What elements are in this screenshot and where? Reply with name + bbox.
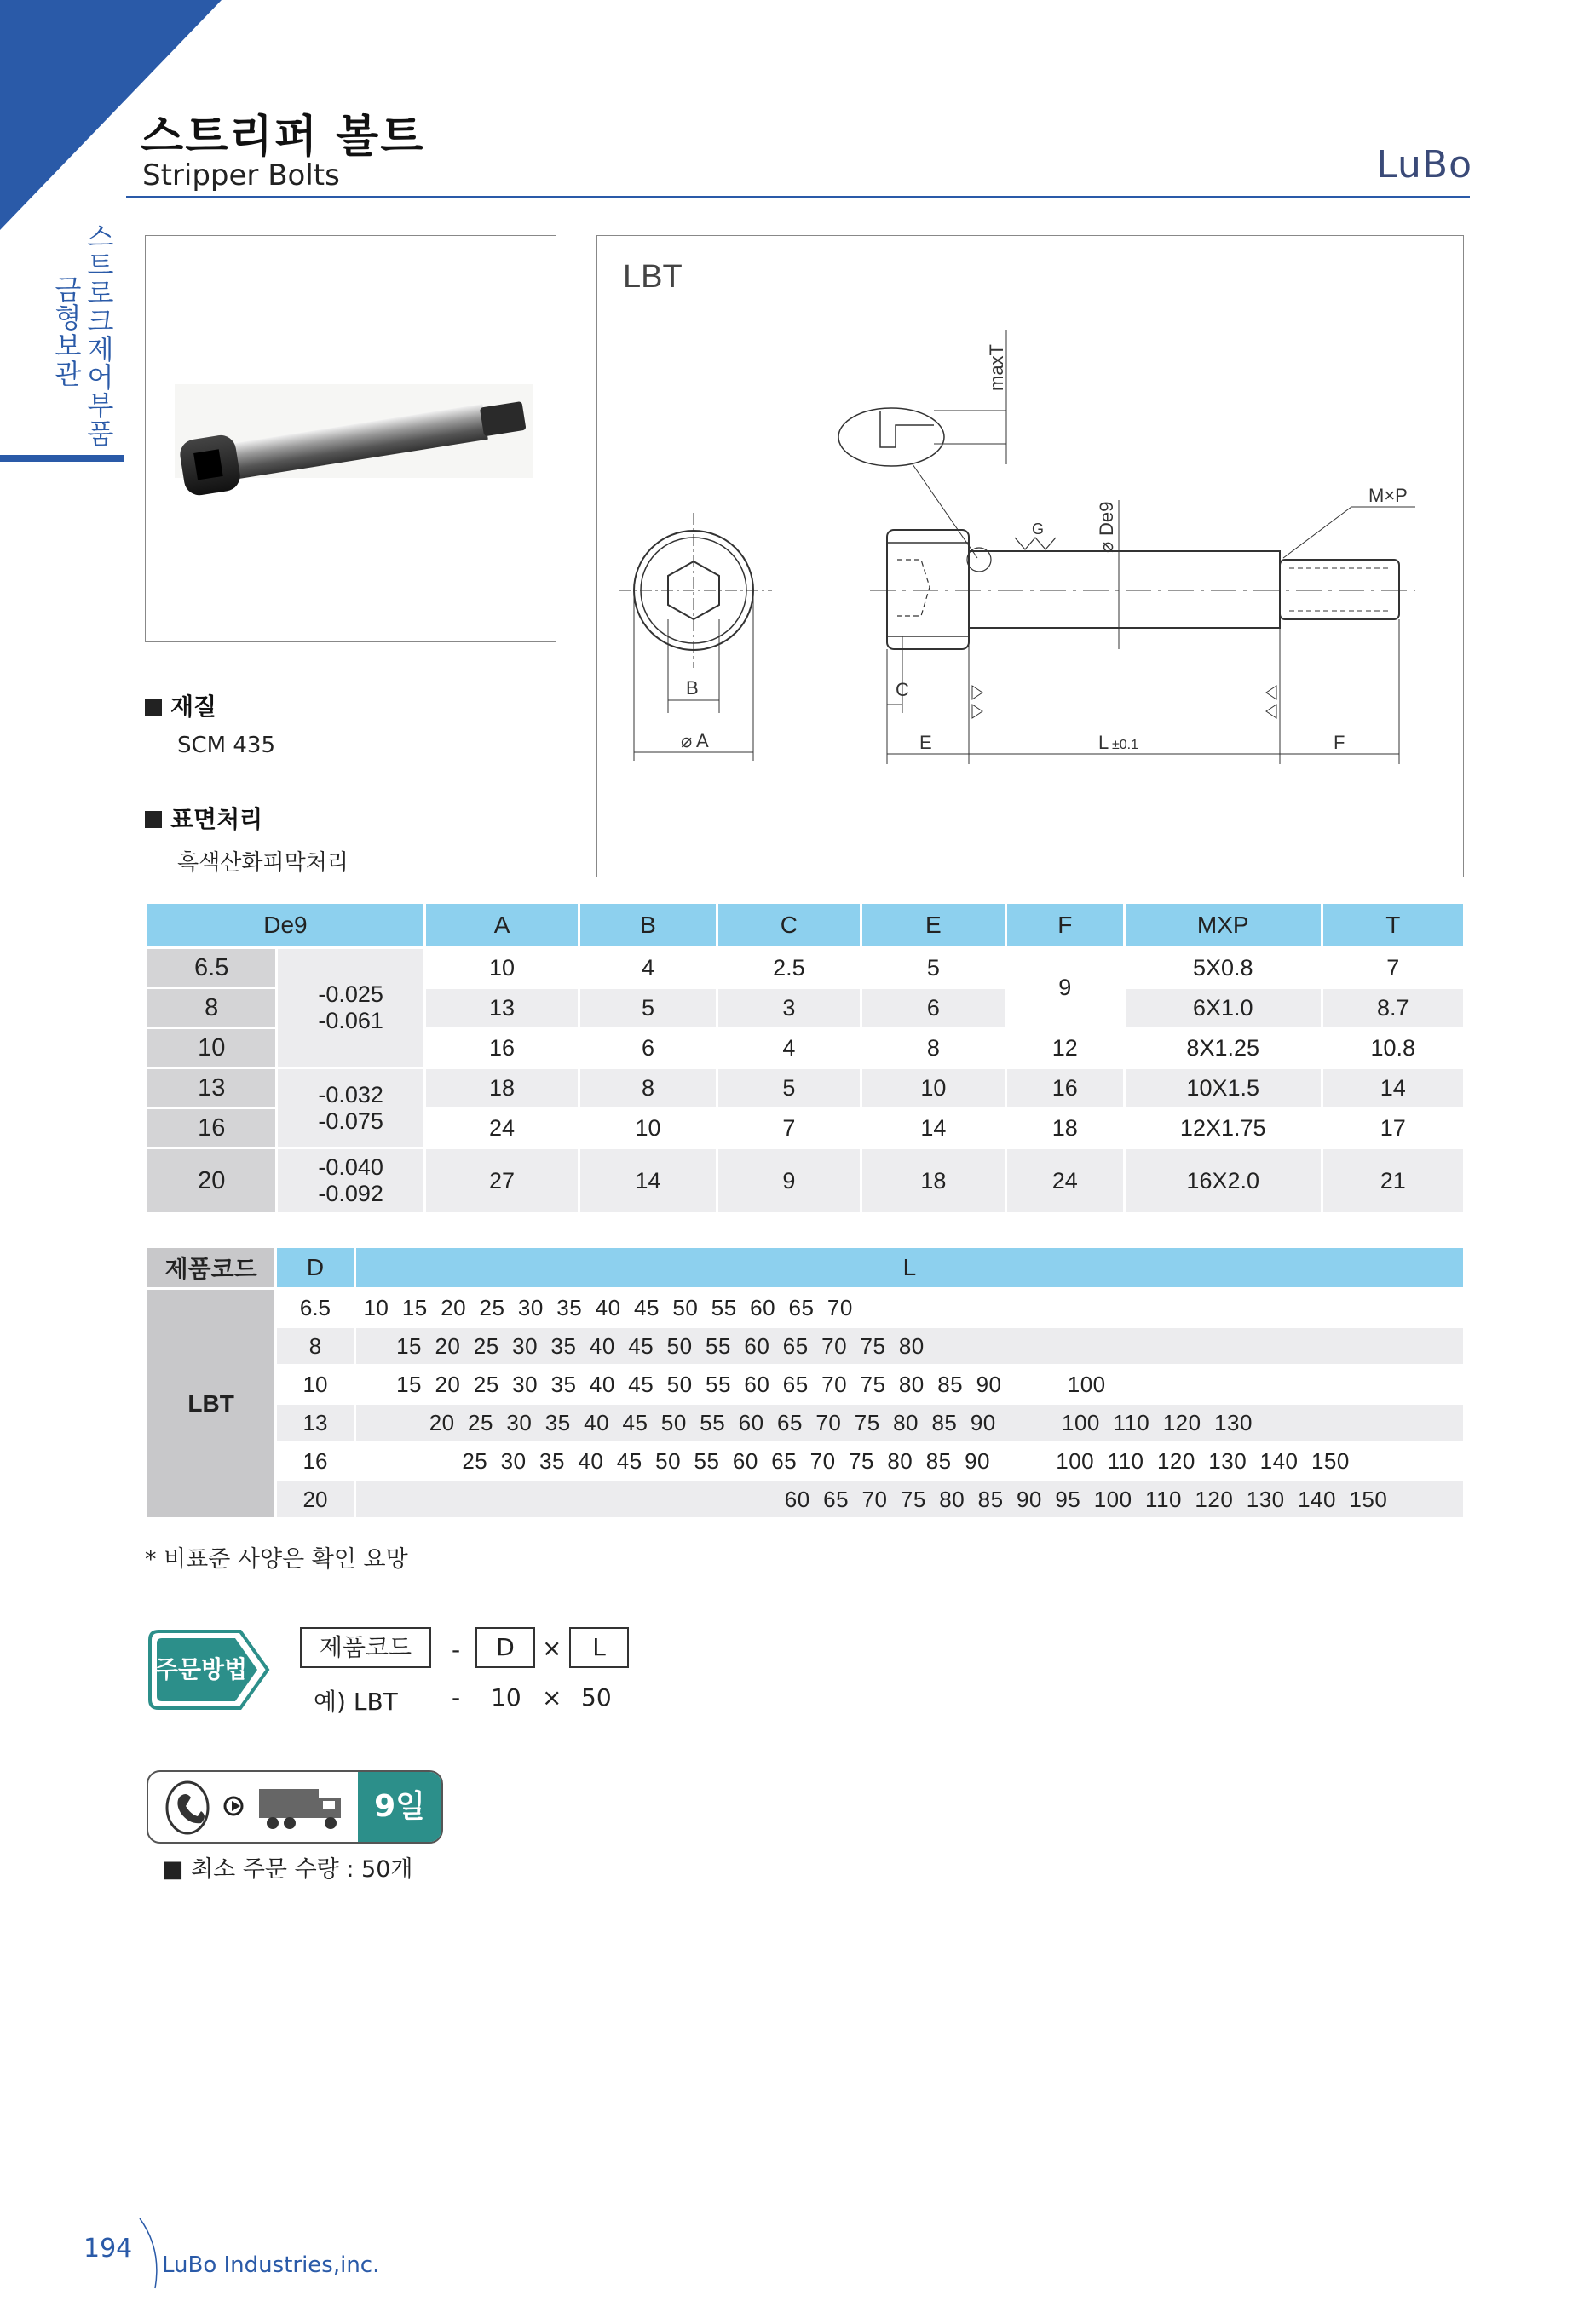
order-field-d: D	[475, 1627, 535, 1668]
order-example-times: ×	[542, 1683, 562, 1711]
table-row: 10 15 20 25 30 35 40 45 50 55 60 65 70 75 80 85 90 100	[302, 1371, 1106, 1397]
brand-logo: LuBo	[1376, 143, 1472, 187]
dim-label-b: B	[686, 677, 699, 699]
dim-label-g: G	[1032, 521, 1045, 538]
material-value: SCM 435	[177, 733, 275, 758]
table-row: 10 16 6 4 8 12 8X1.25 10.8	[147, 1029, 1463, 1067]
dim-label-l-tol: ±0.1	[1112, 738, 1139, 752]
spec-table	[145, 901, 1466, 1215]
order-example-d: 10	[491, 1683, 521, 1711]
order-sep-times: ×	[542, 1634, 562, 1662]
order-example-label: 예) LBT	[314, 1688, 398, 1716]
svg-text:⌀: ⌀	[681, 730, 693, 751]
table-row: 8 13 5 3 6 6X1.0 8.7	[147, 989, 1463, 1027]
table-row: LBT 6.5 10 15 20 25 30 35 40 45 50 55 60 65 70	[147, 1290, 1463, 1326]
svg-text:⌀: ⌀	[1096, 541, 1117, 553]
order-example-dash: -	[452, 1683, 461, 1711]
side-tab-bar	[0, 455, 124, 462]
spec-header-de9: De9	[147, 904, 423, 946]
length-header-d: D	[277, 1248, 354, 1287]
page-number: 194	[84, 2234, 133, 2264]
page-subtitle: Stripper Bolts	[142, 158, 340, 193]
product-code-cell: LBT	[147, 1290, 274, 1517]
tolerance-3: -0.040 -0.092	[278, 1149, 423, 1212]
spec-header-c: C	[718, 904, 860, 946]
phone-icon	[167, 1782, 208, 1833]
order-example-l: 50	[581, 1683, 612, 1711]
technical-drawing	[597, 236, 1462, 875]
page-title: 스트리퍼 볼트	[141, 112, 425, 163]
spec-header-a: A	[426, 904, 578, 946]
drawing-model-label: LBT	[623, 259, 683, 295]
order-method-badge	[147, 1623, 274, 1717]
tolerance-2: -0.032 -0.075	[278, 1069, 423, 1147]
delivery-days: 9일	[358, 1772, 441, 1842]
nonstandard-note: * 비표준 사양은 확인 요망	[145, 1546, 408, 1573]
product-photo	[146, 236, 555, 640]
footer-company: LuBo Industries,inc.	[162, 2252, 380, 2278]
dim-label-a: A	[696, 730, 709, 751]
length-table	[145, 1245, 1466, 1520]
truck-icon	[259, 1789, 341, 1829]
order-field-code: 제품코드	[300, 1627, 431, 1668]
table-row: 6.5 -0.025 -0.061 10 4 2.5 5 9 5X0.8 7	[147, 949, 1463, 987]
header-rule	[126, 196, 1470, 198]
order-sep-dash: -	[452, 1636, 461, 1664]
surface-heading: 표면처리	[145, 801, 262, 835]
dim-label-mxp: M×P	[1368, 485, 1408, 506]
spec-header-t: T	[1323, 904, 1463, 946]
table-row: 13 -0.032 -0.075 18 8 5 10 16 10X1.5 14	[147, 1069, 1463, 1107]
spec-header-e: E	[862, 904, 1004, 946]
table-row: 20 -0.040 -0.092 27 14 9 18 24 16X2.0 21	[147, 1149, 1463, 1212]
dim-label-maxt: maxT	[986, 344, 1007, 391]
svg-text:주문방법: 주문방법	[154, 1655, 248, 1683]
material-heading: 재질	[145, 688, 216, 722]
spec-header-mxp: MXP	[1126, 904, 1321, 946]
table-row: 8 15 20 25 30 35 40 45 50 55 60 65 70 75 80	[147, 1328, 1463, 1364]
technical-drawing-frame	[596, 235, 1464, 877]
surface-value: 흑색산화피막처리	[177, 850, 349, 876]
side-tab-stroke-control: 스트로크제어부품	[87, 221, 114, 450]
table-row: 16 25 30 35 40 45 50 55 60 65 70 75 80 85 90 100 110 120 130 140 150	[302, 1447, 1350, 1474]
dim-label-c: C	[896, 679, 909, 700]
spec-header-row	[147, 904, 1463, 946]
tolerance-1: -0.025 -0.061	[278, 949, 423, 1067]
order-field-l: L	[569, 1627, 629, 1668]
delivery-badge	[147, 1770, 443, 1844]
dim-label-l: L	[1098, 732, 1109, 753]
dim-label-f: F	[1334, 732, 1345, 753]
min-order-quantity: ■ 최소 주문 수량 : 50개	[162, 1856, 413, 1883]
length-header-row	[147, 1248, 1463, 1287]
arrow-icon	[225, 1798, 242, 1815]
side-tab-mold-storage: 금형보관	[55, 273, 82, 390]
spec-header-b: B	[580, 904, 715, 946]
dim-label-e: E	[919, 732, 932, 753]
length-header-code: 제품코드	[147, 1248, 274, 1287]
table-row: 16 24 10 7 14 18 12X1.75 17	[147, 1109, 1463, 1147]
product-photo-frame	[145, 235, 556, 642]
table-row: 20 60 65 70 75 80 85 90 95 100 110 120 130 140 150	[147, 1481, 1463, 1517]
table-row: 13 20 25 30 35 40 45 50 55 60 65 70 75 80 85 90 100 110 120 130	[147, 1405, 1463, 1441]
spec-header-f: F	[1007, 904, 1123, 946]
length-header-l: L	[356, 1248, 1463, 1287]
dim-label-de9: De9	[1096, 501, 1117, 536]
